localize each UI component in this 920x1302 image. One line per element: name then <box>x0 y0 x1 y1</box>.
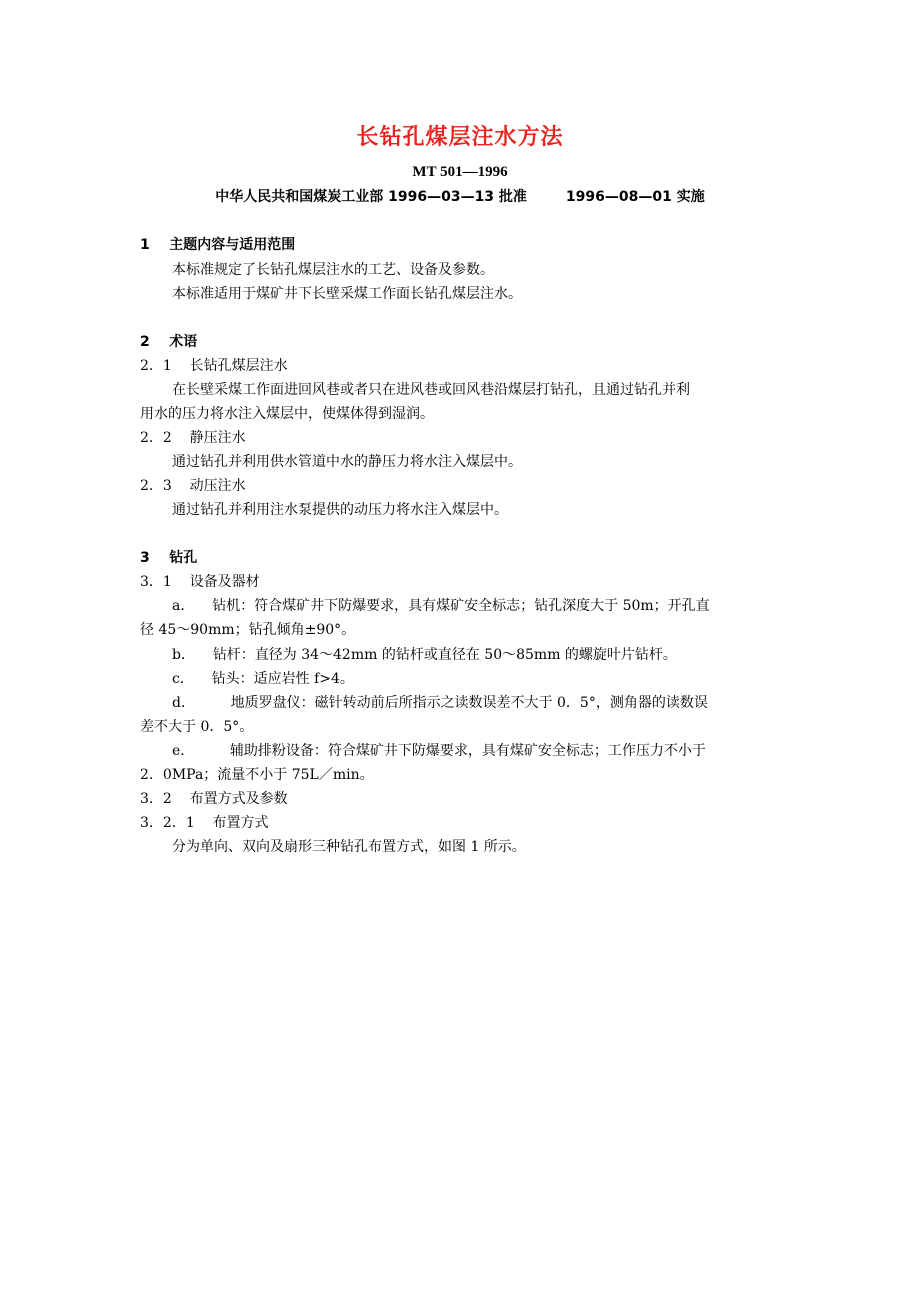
section-2-2-paragraph: 通过钻孔并利用供水管道中水的静压力将水注入煤层中。 <box>172 454 522 470</box>
list-item-d: d． 地质罗盘仪：磁针转动前后所指示之读数误差不大于 0．5°，测角器的读数误 <box>172 695 708 711</box>
section-3-heading: 3 钻孔 <box>140 550 198 566</box>
list-item-a: a． 钻机：符合煤矿井下防爆要求，具有煤矿安全标志；钻孔深度大于 50m；开孔直 <box>172 598 710 614</box>
list-item-e-continued: 2．0MPa；流量不小于 75L／min。 <box>140 767 374 783</box>
standard-number: MT 501—1996 <box>412 164 508 180</box>
section-3-1-heading: 3．1 设备及器材 <box>140 574 260 590</box>
section-2-3-heading: 2．3 动压注水 <box>140 478 246 494</box>
section-1-heading: 1 主题内容与适用范围 <box>140 237 296 253</box>
section-3-2-1-heading: 3．2．1 布置方式 <box>140 815 269 831</box>
section-2-1-heading: 2．1 长钻孔煤层注水 <box>140 358 288 374</box>
list-item-b: b． 钻杆：直径为 34～42mm 的钻杆或直径在 50～85mm 的螺旋叶片钻杆。 <box>172 647 677 663</box>
section-1-paragraph: 本标准适用于煤矿井下长壁采煤工作面长钻孔煤层注水。 <box>172 286 522 302</box>
section-2-2-heading: 2．2 静压注水 <box>140 430 246 446</box>
list-item-a-continued: 径 45～90mm；钻孔倾角±90°。 <box>140 622 356 638</box>
list-item-e: e． 辅助排粉设备：符合煤矿井下防爆要求，具有煤矿安全标志；工作压力不小于 <box>172 743 706 759</box>
approval-line: 中华人民共和国煤炭工业部 1996—03—13 批准 1996—08—01 实施 <box>215 189 705 205</box>
section-2-1-paragraph: 用水的压力将水注入煤层中，使煤体得到湿润。 <box>140 406 434 422</box>
document-title: 长钻孔煤层注水方法 <box>356 125 564 150</box>
list-item-d-continued: 差不大于 0．5°。 <box>140 719 254 735</box>
section-2-heading: 2 术语 <box>140 334 198 350</box>
list-item-c: c． 钻头：适应岩性 f>4。 <box>172 671 354 687</box>
section-2-3-paragraph: 通过钻孔并利用注水泵提供的动压力将水注入煤层中。 <box>172 502 508 518</box>
section-3-2-heading: 3．2 布置方式及参数 <box>140 791 288 807</box>
section-3-2-1-paragraph: 分为单向、双向及扇形三种钻孔布置方式，如图 1 所示。 <box>172 839 526 855</box>
section-2-1-paragraph: 在长壁采煤工作面进回风巷或者只在进风巷或回风巷沿煤层打钻孔，且通过钻孔并利 <box>172 382 690 398</box>
section-1-paragraph: 本标准规定了长钻孔煤层注水的工艺、设备及参数。 <box>172 262 494 278</box>
